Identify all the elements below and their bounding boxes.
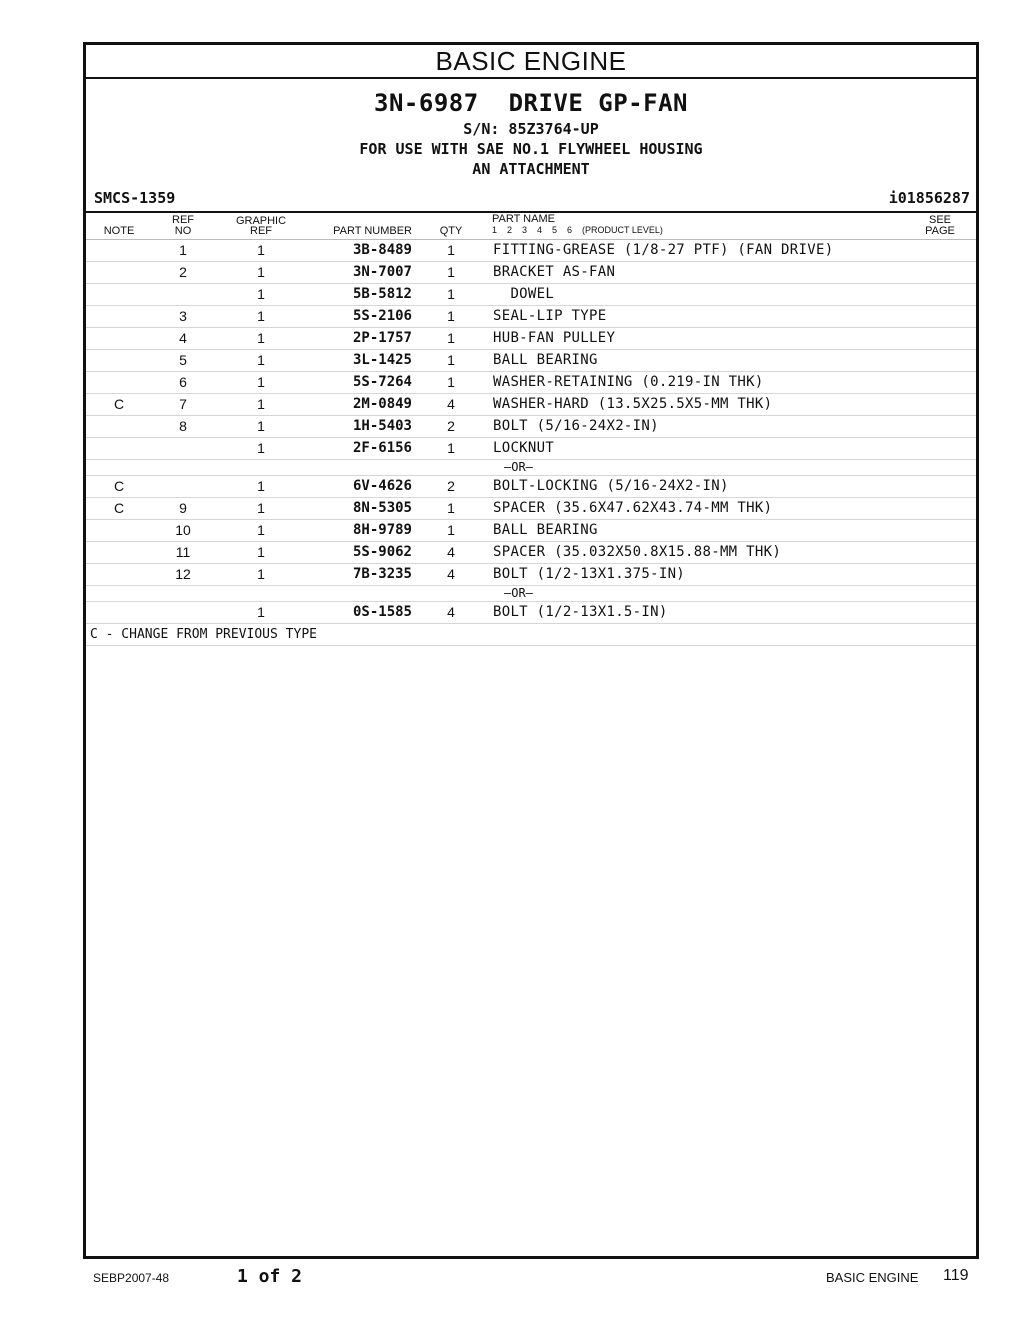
qty-cell: 4 — [447, 604, 455, 620]
header-graphic-top: GRAPHIC — [235, 215, 287, 227]
qty-cell: 1 — [447, 374, 455, 390]
ref-no-cell: 10 — [175, 522, 191, 538]
illustration-id: i01856287 — [888, 189, 970, 207]
graphic-ref-cell: 1 — [257, 544, 265, 560]
table-row — [86, 394, 976, 416]
qty-cell: 1 — [447, 330, 455, 346]
part-number-cell: 8N-5305 — [352, 500, 412, 516]
qty-cell: 1 — [447, 500, 455, 516]
part-number-cell: 3B-8489 — [352, 242, 412, 258]
usage-line-1: FOR USE WITH SAE NO.1 FLYWHEEL HOUSING — [359, 140, 703, 158]
header-part-name: PART NAME — [492, 213, 555, 225]
table-row — [86, 306, 976, 328]
graphic-ref-cell: 1 — [257, 374, 265, 390]
graphic-ref-cell: 1 — [257, 396, 265, 412]
group-title: 3N-6987 DRIVE GP-FAN — [374, 89, 688, 117]
part-name-cell: DOWEL — [493, 286, 555, 302]
table-row — [86, 602, 976, 624]
graphic-ref-cell: 1 — [257, 286, 265, 302]
table-row — [86, 350, 976, 372]
header-see-top: SEE — [928, 214, 951, 226]
part-name-cell: SPACER (35.6X47.62X43.74-MM THK) — [493, 500, 773, 516]
part-name-cell: BOLT (1/2-13X1.5-IN) — [493, 604, 668, 620]
qty-cell: 1 — [447, 440, 455, 456]
part-number-cell: 0S-1585 — [352, 604, 412, 620]
header-qty: QTY — [439, 225, 463, 237]
ref-no-cell: 8 — [179, 418, 187, 434]
header-ref-bottom: NO — [174, 225, 192, 237]
graphic-ref-cell: 1 — [257, 242, 265, 258]
graphic-ref-cell: 1 — [257, 500, 265, 516]
footnote-text: C - CHANGE FROM PREVIOUS TYPE — [90, 627, 317, 642]
table-row — [86, 328, 976, 350]
note-cell: C — [113, 500, 125, 516]
graphic-ref-cell: 1 — [257, 566, 265, 582]
qty-cell: 1 — [447, 308, 455, 324]
header-see-bottom: PAGE — [925, 225, 955, 237]
footer-section: BASIC ENGINE — [826, 1270, 919, 1285]
or-separator — [86, 460, 976, 476]
part-number-cell: 2M-0849 — [352, 396, 412, 412]
part-number-cell: 5S-7264 — [352, 374, 412, 390]
smcs-code: SMCS-1359 — [94, 189, 176, 207]
graphic-ref-cell: 1 — [257, 352, 265, 368]
ref-no-cell: 5 — [179, 352, 187, 368]
part-name-cell: BOLT (5/16-24X2-IN) — [493, 418, 659, 434]
ref-no-cell: 1 — [179, 242, 187, 258]
table-row — [86, 416, 976, 438]
part-number-cell: 6V-4626 — [352, 478, 412, 494]
header-ref-top: REF — [172, 214, 194, 226]
ref-no-cell: 11 — [175, 544, 191, 560]
or-text: —OR— — [504, 460, 533, 474]
part-name-cell: BALL BEARING — [493, 352, 598, 368]
part-number-cell: 1H-5403 — [352, 418, 412, 434]
qty-cell: 4 — [447, 396, 455, 412]
graphic-ref-cell: 1 — [257, 308, 265, 324]
page-number: 119 — [943, 1267, 969, 1284]
ref-no-cell: 7 — [179, 396, 187, 412]
graphic-ref-cell: 1 — [257, 264, 265, 280]
qty-cell: 1 — [447, 264, 455, 280]
or-separator — [86, 586, 976, 602]
part-name-cell: HUB-FAN PULLEY — [493, 330, 616, 346]
table-row — [86, 476, 976, 498]
table-row — [86, 372, 976, 394]
footnote — [86, 624, 976, 646]
note-cell: C — [113, 396, 125, 412]
serial-number: S/N: 85Z3764-UP — [463, 120, 599, 138]
table-row — [86, 284, 976, 306]
ref-no-cell: 3 — [179, 308, 187, 324]
parts-table-body — [86, 240, 976, 624]
part-number-cell: 7B-3235 — [352, 566, 412, 582]
table-row — [86, 262, 976, 284]
graphic-ref-cell: 1 — [257, 522, 265, 538]
table-row — [86, 240, 976, 262]
part-name-cell: BOLT (1/2-13X1.375-IN) — [493, 566, 686, 582]
part-number-cell: 8H-9789 — [352, 522, 412, 538]
document-id: SEBP2007-48 — [93, 1271, 170, 1285]
meta-row — [86, 187, 976, 213]
part-name-cell: SPACER (35.032X50.8X15.88-MM THK) — [493, 544, 782, 560]
graphic-ref-cell: 1 — [257, 330, 265, 346]
title-block — [86, 87, 976, 179]
part-number-cell: 5S-2106 — [352, 308, 412, 324]
part-name-cell: WASHER-RETAINING (0.219-IN THK) — [493, 374, 764, 390]
part-name-cell: BOLT-LOCKING (5/16-24X2-IN) — [493, 478, 729, 494]
usage-line-2: AN ATTACHMENT — [472, 160, 590, 178]
page-footer — [0, 1262, 1020, 1292]
qty-cell: 4 — [447, 566, 455, 582]
header-graphic-bottom: REF — [250, 225, 272, 237]
qty-cell: 2 — [447, 478, 455, 494]
qty-cell: 4 — [447, 544, 455, 560]
ref-no-cell: 4 — [179, 330, 187, 346]
section-banner: BASIC ENGINE — [86, 45, 976, 79]
qty-cell: 1 — [447, 522, 455, 538]
part-name-cell: WASHER-HARD (13.5X25.5X5-MM THK) — [493, 396, 773, 412]
ref-no-cell: 2 — [179, 264, 187, 280]
part-number-cell: 2P-1757 — [352, 330, 412, 346]
qty-cell: 1 — [447, 242, 455, 258]
part-number-cell: 5B-5812 — [352, 286, 412, 302]
ref-no-cell: 9 — [179, 500, 187, 516]
part-number-cell: 3N-7007 — [352, 264, 412, 280]
table-row — [86, 498, 976, 520]
part-number-cell: 5S-9062 — [352, 544, 412, 560]
part-name-cell: LOCKNUT — [493, 440, 555, 456]
table-row — [86, 564, 976, 586]
qty-cell: 2 — [447, 418, 455, 434]
table-row — [86, 520, 976, 542]
table-header — [86, 213, 976, 240]
note-cell: C — [113, 478, 125, 494]
qty-cell: 1 — [447, 352, 455, 368]
graphic-ref-cell: 1 — [257, 418, 265, 434]
header-part-number: PART NUMBER — [333, 225, 412, 237]
page-of: 1 of 2 — [237, 1266, 303, 1287]
part-number-cell: 2F-6156 — [352, 440, 412, 456]
header-note: NOTE — [103, 225, 135, 237]
part-name-cell: FITTING-GREASE (1/8-27 PTF) (FAN DRIVE) — [493, 242, 834, 258]
graphic-ref-cell: 1 — [257, 604, 265, 620]
graphic-ref-cell: 1 — [257, 440, 265, 456]
part-number-cell: 3L-1425 — [352, 352, 412, 368]
graphic-ref-cell: 1 — [257, 478, 265, 494]
qty-cell: 1 — [447, 286, 455, 302]
ref-no-cell: 12 — [175, 566, 191, 582]
part-name-cell: BRACKET AS-FAN — [493, 264, 616, 280]
table-row — [86, 438, 976, 460]
page-frame — [83, 42, 979, 1259]
ref-no-cell: 6 — [179, 374, 187, 390]
header-product-levels: 1 2 3 4 5 6 (PRODUCT LEVEL) — [492, 225, 663, 235]
part-name-cell: BALL BEARING — [493, 522, 598, 538]
part-name-cell: SEAL-LIP TYPE — [493, 308, 607, 324]
table-row — [86, 542, 976, 564]
or-text: —OR— — [504, 586, 533, 600]
